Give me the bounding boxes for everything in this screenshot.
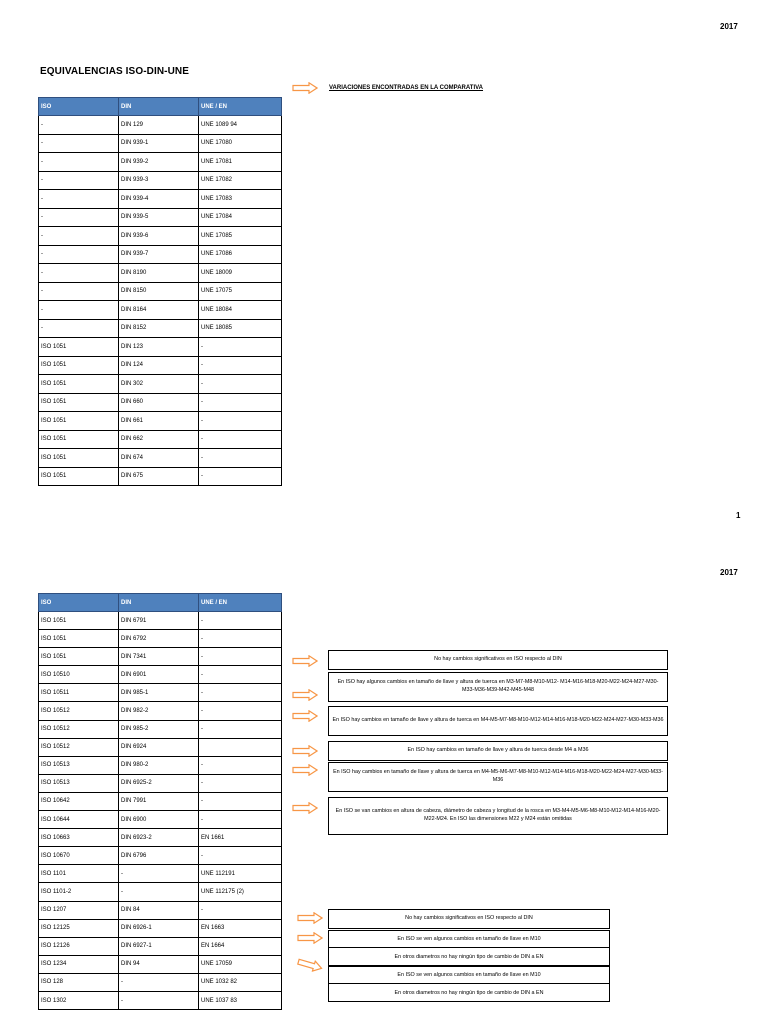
table-row bbox=[39, 829, 282, 847]
iso-cell: - bbox=[39, 153, 119, 172]
column-header: UNE / EN bbox=[199, 98, 282, 116]
din-cell: DIN 6900 bbox=[119, 811, 199, 829]
une-cell: UNE 112191 bbox=[199, 865, 282, 883]
iso-cell: ISO 1101-2 bbox=[39, 883, 119, 901]
une-cell: - bbox=[199, 430, 282, 449]
din-cell: - bbox=[119, 973, 199, 991]
din-cell: DIN 6923-2 bbox=[119, 829, 199, 847]
table-row bbox=[39, 375, 282, 394]
table-row bbox=[39, 847, 282, 865]
column-header: ISO bbox=[39, 98, 119, 116]
une-cell: UNE 17075 bbox=[199, 282, 282, 301]
table-row bbox=[39, 449, 282, 468]
din-cell: DIN 8164 bbox=[119, 301, 199, 320]
arrow-icon bbox=[296, 956, 324, 975]
iso-cell: ISO 1207 bbox=[39, 901, 119, 919]
une-cell: - bbox=[199, 774, 282, 792]
din-cell: DIN 6791 bbox=[119, 612, 199, 630]
une-cell: UNE 17059 bbox=[199, 955, 282, 973]
iso-cell: - bbox=[39, 134, 119, 153]
din-cell: DIN 6796 bbox=[119, 847, 199, 865]
une-cell: UNE 17084 bbox=[199, 208, 282, 227]
table-row bbox=[39, 738, 282, 756]
une-cell: UNE 17080 bbox=[199, 134, 282, 153]
table-row bbox=[39, 684, 282, 702]
une-cell: UNE 1037 83 bbox=[199, 991, 282, 1009]
table-row bbox=[39, 319, 282, 338]
din-cell: - bbox=[119, 883, 199, 901]
arrow-icon bbox=[292, 802, 318, 814]
note-box: En ISO hay cambios en tamaño de llave y altura de tuerca en M4-M5-M7-M8-M10-M12-M14-M16-M18-M20-M22-M24-M27-M30-M33-M36 bbox=[328, 706, 668, 736]
column-header: DIN bbox=[119, 594, 199, 612]
note-line: En ISO se ven algunos cambios en tamaño de llave en M10 bbox=[329, 967, 609, 984]
din-cell: DIN 982-2 bbox=[119, 702, 199, 720]
table-row bbox=[39, 171, 282, 190]
din-cell: DIN 939-6 bbox=[119, 227, 199, 246]
page2-year: 2017 bbox=[720, 568, 738, 577]
iso-cell: ISO 1051 bbox=[39, 449, 119, 468]
une-cell: - bbox=[199, 630, 282, 648]
une-cell: - bbox=[199, 847, 282, 865]
une-cell: - bbox=[199, 412, 282, 431]
din-cell: DIN 7341 bbox=[119, 648, 199, 666]
din-cell: DIN 123 bbox=[119, 338, 199, 357]
note-group bbox=[328, 966, 610, 1002]
iso-cell: - bbox=[39, 190, 119, 209]
une-cell: - bbox=[199, 338, 282, 357]
iso-cell: - bbox=[39, 301, 119, 320]
din-cell: DIN 8190 bbox=[119, 264, 199, 283]
une-cell: UNE 112175 (2) bbox=[199, 883, 282, 901]
din-cell: DIN 985-2 bbox=[119, 720, 199, 738]
din-cell: DIN 662 bbox=[119, 430, 199, 449]
table-header-row bbox=[39, 98, 282, 116]
din-cell: DIN 7991 bbox=[119, 792, 199, 810]
table-row bbox=[39, 883, 282, 901]
page-number: 1 bbox=[736, 511, 741, 520]
legend-arrow-icon bbox=[292, 82, 318, 94]
iso-cell: - bbox=[39, 245, 119, 264]
table-row bbox=[39, 774, 282, 792]
din-cell: DIN 674 bbox=[119, 449, 199, 468]
table-row bbox=[39, 338, 282, 357]
iso-cell: ISO 1051 bbox=[39, 412, 119, 431]
din-cell: DIN 129 bbox=[119, 116, 199, 135]
une-cell: EN 1664 bbox=[199, 937, 282, 955]
une-cell: UNE 18084 bbox=[199, 301, 282, 320]
table-row bbox=[39, 612, 282, 630]
une-cell: UNE 18085 bbox=[199, 319, 282, 338]
din-cell: DIN 6926-1 bbox=[119, 919, 199, 937]
iso-cell: - bbox=[39, 171, 119, 190]
une-cell bbox=[199, 738, 282, 756]
table-row bbox=[39, 630, 282, 648]
din-cell: DIN 6792 bbox=[119, 630, 199, 648]
arrow-icon bbox=[292, 655, 318, 667]
din-cell: DIN 939-4 bbox=[119, 190, 199, 209]
table-row bbox=[39, 702, 282, 720]
table-row bbox=[39, 865, 282, 883]
arrow-icon bbox=[292, 764, 318, 776]
page1-title: EQUIVALENCIAS ISO-DIN-UNE bbox=[40, 66, 189, 77]
table-header-row bbox=[39, 594, 282, 612]
table-row bbox=[39, 227, 282, 246]
table-row bbox=[39, 430, 282, 449]
table-row bbox=[39, 919, 282, 937]
iso-cell: ISO 1051 bbox=[39, 630, 119, 648]
iso-cell: ISO 1051 bbox=[39, 356, 119, 375]
table-row bbox=[39, 991, 282, 1009]
din-cell: DIN 985-1 bbox=[119, 684, 199, 702]
din-cell: DIN 939-2 bbox=[119, 153, 199, 172]
note-box: En ISO hay cambios en tamaño de llave y altura de tuerca desde M4 a M36 bbox=[328, 741, 668, 761]
table-row bbox=[39, 955, 282, 973]
arrow-icon bbox=[292, 710, 318, 722]
table-row bbox=[39, 811, 282, 829]
une-cell: - bbox=[199, 449, 282, 468]
une-cell: UNE 1089 94 bbox=[199, 116, 282, 135]
din-cell: - bbox=[119, 865, 199, 883]
page1-year: 2017 bbox=[720, 22, 738, 31]
din-cell: DIN 939-5 bbox=[119, 208, 199, 227]
arrow-icon bbox=[297, 932, 323, 944]
equivalence-table-page1 bbox=[38, 97, 282, 486]
iso-cell: ISO 128 bbox=[39, 973, 119, 991]
iso-cell: - bbox=[39, 282, 119, 301]
table-row bbox=[39, 937, 282, 955]
une-cell: - bbox=[199, 756, 282, 774]
column-header: UNE / EN bbox=[199, 594, 282, 612]
note-line: En otros diametros no hay ningún tipo de cambio de DIN a EN bbox=[394, 989, 544, 996]
note-box: En ISO hay algunos cambios en tamaño de llave y altura de tuerca en M3-M7-M8-M10-M12- M14-M16-M18-M20-M22-M24-M27-M30-M33-M36-M39-M42-M45-M48 bbox=[328, 672, 668, 702]
iso-cell: ISO 12125 bbox=[39, 919, 119, 937]
iso-cell: - bbox=[39, 116, 119, 135]
iso-cell: ISO 12126 bbox=[39, 937, 119, 955]
note-line: En otros diametros no hay ningún tipo de cambio de DIN a EN bbox=[394, 953, 544, 960]
table-row bbox=[39, 973, 282, 991]
din-cell: DIN 6924 bbox=[119, 738, 199, 756]
din-cell: DIN 302 bbox=[119, 375, 199, 394]
iso-cell: - bbox=[39, 319, 119, 338]
din-cell: DIN 8150 bbox=[119, 282, 199, 301]
din-cell: DIN 939-3 bbox=[119, 171, 199, 190]
iso-cell: ISO 10512 bbox=[39, 702, 119, 720]
une-cell: - bbox=[199, 612, 282, 630]
note-group bbox=[328, 930, 610, 966]
iso-cell: ISO 10511 bbox=[39, 684, 119, 702]
iso-cell: ISO 10642 bbox=[39, 792, 119, 810]
une-cell: EN 1661 bbox=[199, 829, 282, 847]
din-cell: - bbox=[119, 991, 199, 1009]
une-cell: - bbox=[199, 702, 282, 720]
column-header: ISO bbox=[39, 594, 119, 612]
din-cell: DIN 94 bbox=[119, 955, 199, 973]
iso-cell: ISO 10512 bbox=[39, 738, 119, 756]
arrow-icon bbox=[292, 689, 318, 701]
table-row bbox=[39, 153, 282, 172]
une-cell: UNE 1032 82 bbox=[199, 973, 282, 991]
table-row bbox=[39, 393, 282, 412]
din-cell: DIN 6901 bbox=[119, 666, 199, 684]
iso-cell: ISO 10644 bbox=[39, 811, 119, 829]
iso-cell: - bbox=[39, 227, 119, 246]
iso-cell: ISO 10670 bbox=[39, 847, 119, 865]
table-row bbox=[39, 666, 282, 684]
table-row bbox=[39, 792, 282, 810]
table-row bbox=[39, 245, 282, 264]
une-cell: UNE 17081 bbox=[199, 153, 282, 172]
iso-cell: - bbox=[39, 208, 119, 227]
iso-cell: ISO 1051 bbox=[39, 648, 119, 666]
iso-cell: ISO 1302 bbox=[39, 991, 119, 1009]
din-cell: DIN 6927-1 bbox=[119, 937, 199, 955]
une-cell: - bbox=[199, 720, 282, 738]
une-cell: - bbox=[199, 666, 282, 684]
iso-cell: ISO 10512 bbox=[39, 720, 119, 738]
iso-cell: ISO 1234 bbox=[39, 955, 119, 973]
table-row bbox=[39, 648, 282, 666]
din-cell: DIN 939-7 bbox=[119, 245, 199, 264]
table-row bbox=[39, 301, 282, 320]
iso-cell: ISO 1101 bbox=[39, 865, 119, 883]
din-cell: DIN 8152 bbox=[119, 319, 199, 338]
iso-cell: ISO 10663 bbox=[39, 829, 119, 847]
iso-cell: ISO 1051 bbox=[39, 393, 119, 412]
note-box: En ISO se van cambios en altura de cabeza, diámetro de cabeza y longitud de la rosca en M3-M4-M5-M6-M8-M10-M12-M14-M16-M20-M22-M24. En ISO las dimensiones M22 y M24 están omitidas bbox=[328, 797, 668, 835]
une-cell: UNE 17085 bbox=[199, 227, 282, 246]
note-box: No hay cambios significativos en ISO respecto al DIN bbox=[328, 909, 610, 929]
une-cell: - bbox=[199, 901, 282, 919]
table-row bbox=[39, 264, 282, 283]
une-cell: - bbox=[199, 467, 282, 486]
une-cell: - bbox=[199, 811, 282, 829]
table-row bbox=[39, 282, 282, 301]
table-row bbox=[39, 190, 282, 209]
une-cell: UNE 17082 bbox=[199, 171, 282, 190]
din-cell: DIN 661 bbox=[119, 412, 199, 431]
une-cell: - bbox=[199, 393, 282, 412]
din-cell: DIN 939-1 bbox=[119, 134, 199, 153]
une-cell: - bbox=[199, 648, 282, 666]
table-row bbox=[39, 116, 282, 135]
iso-cell: ISO 10513 bbox=[39, 756, 119, 774]
table-row bbox=[39, 412, 282, 431]
table-row bbox=[39, 134, 282, 153]
une-cell: - bbox=[199, 684, 282, 702]
din-cell: DIN 124 bbox=[119, 356, 199, 375]
din-cell: DIN 980-2 bbox=[119, 756, 199, 774]
table-row bbox=[39, 901, 282, 919]
iso-cell: ISO 1051 bbox=[39, 612, 119, 630]
note-line: En ISO se ven algunos cambios en tamaño de llave en M10 bbox=[329, 931, 609, 948]
note-box: En ISO hay cambios en tamaño de llave y altura de tuerca en M4-M5-M6-M7-M8-M10-M12-M14-M16-M18-M20-M22-M24-M27-M30-M33-M36 bbox=[328, 762, 668, 792]
din-cell: DIN 660 bbox=[119, 393, 199, 412]
arrow-icon bbox=[297, 912, 323, 924]
legend-label: VARIACIONES ENCONTRADAS EN LA COMPARATIVA bbox=[329, 85, 484, 91]
iso-cell: ISO 1051 bbox=[39, 375, 119, 394]
equivalence-table-page2 bbox=[38, 593, 282, 1010]
iso-cell: ISO 1051 bbox=[39, 467, 119, 486]
une-cell: - bbox=[199, 792, 282, 810]
arrow-icon bbox=[292, 745, 318, 757]
iso-cell: - bbox=[39, 264, 119, 283]
table-row bbox=[39, 467, 282, 486]
une-cell: UNE 17086 bbox=[199, 245, 282, 264]
din-cell: DIN 6925-2 bbox=[119, 774, 199, 792]
iso-cell: ISO 10510 bbox=[39, 666, 119, 684]
iso-cell: ISO 1051 bbox=[39, 430, 119, 449]
iso-cell: ISO 10513 bbox=[39, 774, 119, 792]
une-cell: - bbox=[199, 375, 282, 394]
din-cell: DIN 84 bbox=[119, 901, 199, 919]
table-row bbox=[39, 720, 282, 738]
une-cell: UNE 18009 bbox=[199, 264, 282, 283]
din-cell: DIN 675 bbox=[119, 467, 199, 486]
iso-cell: ISO 1051 bbox=[39, 338, 119, 357]
table-row bbox=[39, 356, 282, 375]
table-row bbox=[39, 756, 282, 774]
une-cell: - bbox=[199, 356, 282, 375]
table-row bbox=[39, 208, 282, 227]
une-cell: UNE 17083 bbox=[199, 190, 282, 209]
column-header: DIN bbox=[119, 98, 199, 116]
une-cell: EN 1663 bbox=[199, 919, 282, 937]
note-box: No hay cambios significativos en ISO respecto al DIN bbox=[328, 650, 668, 670]
